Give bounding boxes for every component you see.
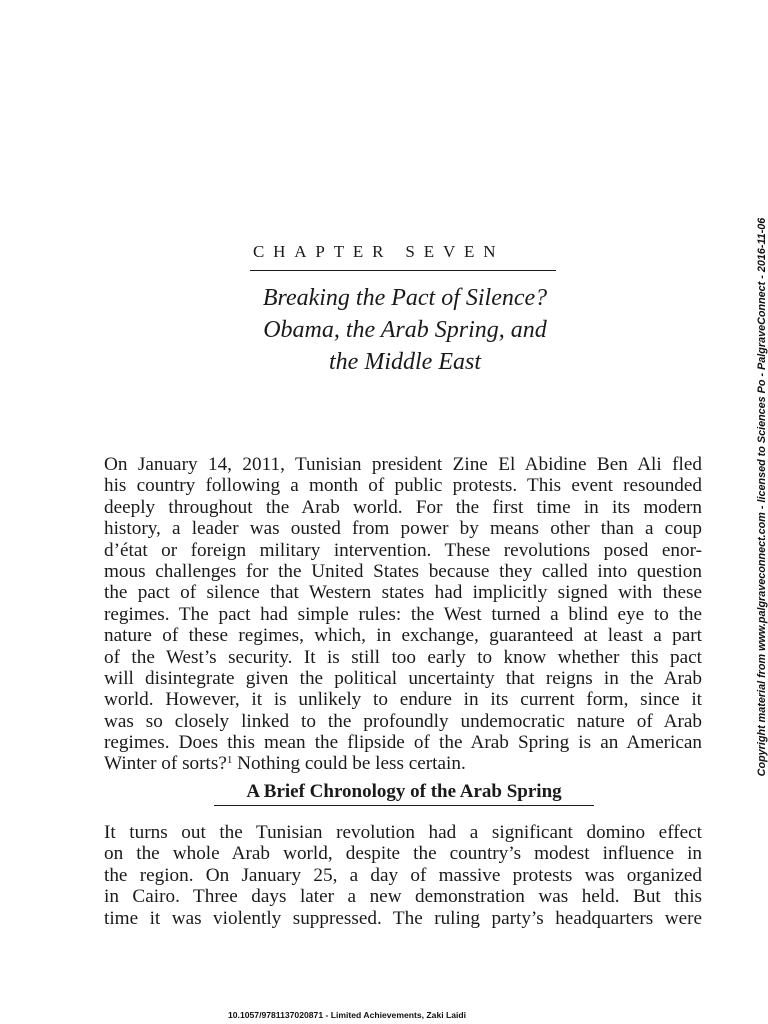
- text-line: deeply throughout the Arab world. For the first time in its modern: [104, 496, 702, 518]
- text-line: world. However, it is unlikely to endure in its current form, since it: [104, 689, 702, 711]
- text-line: history, a leader was ousted from power by means other than a coup: [104, 518, 702, 540]
- text-line: the region. On January 25, a day of massive protests was organized: [104, 864, 702, 886]
- text-line: will disintegrate given the political uncertainty that reigns in the Arab: [104, 667, 702, 689]
- text-line: nature of these regimes, which, in exchange, guaranteed at least a part: [104, 625, 702, 647]
- side-copyright-notice: Copyright material from www.palgraveconnect.com - licensed to Sciences Po - PalgraveConnect - 2016-11-06: [756, 217, 768, 777]
- text-line: the pact of silence that Western states had implicitly signed with these: [104, 582, 702, 604]
- chapter-title-line-1: Breaking the Pact of Silence?: [262, 285, 548, 311]
- page-footer: 10.1057/9781137020871 - Limited Achievements, Zaki Laidi: [228, 1010, 467, 1020]
- text-line: d’état or foreign military intervention. These revolutions posed enor-: [104, 539, 702, 561]
- intro-paragraph: [104, 454, 702, 775]
- chapter-title-line-2: Obama, the Arab Spring, and: [263, 317, 547, 343]
- chapter-title-line-3: the Middle East: [329, 349, 481, 375]
- text-line: was so closely linked to the profoundly undemocratic nature of Arab: [104, 710, 702, 732]
- text-line: on the whole Arab world, despite the country’s modest influence in: [104, 843, 702, 865]
- text-line: mous challenges for the United States because they called into question: [104, 560, 702, 582]
- text-run: Nothing could be less certain.: [232, 753, 466, 775]
- text-line: regimes. The pact had simple rules: the West turned a blind eye to the: [104, 603, 702, 625]
- text-run: Winter of sorts?: [104, 753, 227, 775]
- text-line-last: [104, 753, 702, 774]
- text-line: in Cairo. Three days later a new demonstration was held. But this: [104, 886, 702, 908]
- footnote-marker[interactable]: 1: [226, 754, 233, 767]
- text-line: his country following a month of public protests. This event resounded: [104, 475, 702, 497]
- chapter-label: CHAPTER SEVEN: [253, 242, 505, 261]
- section-paragraph: [104, 822, 702, 929]
- text-line: On January 14, 2011, Tunisian president Zine El Abidine Ben Ali fled: [104, 454, 702, 475]
- section-heading: A Brief Chronology of the Arab Spring: [214, 780, 594, 806]
- text-line: It turns out the Tunisian revolution had a significant domino effect: [104, 822, 702, 843]
- text-line: of the West’s security. It is still too early to know whether this pact: [104, 646, 702, 668]
- text-line: time it was violently suppressed. The ruling party’s headquarters were: [104, 907, 702, 929]
- text-line: regimes. Does this mean the flipside of the Arab Spring is an American: [104, 732, 702, 754]
- chapter-rule: [250, 270, 556, 271]
